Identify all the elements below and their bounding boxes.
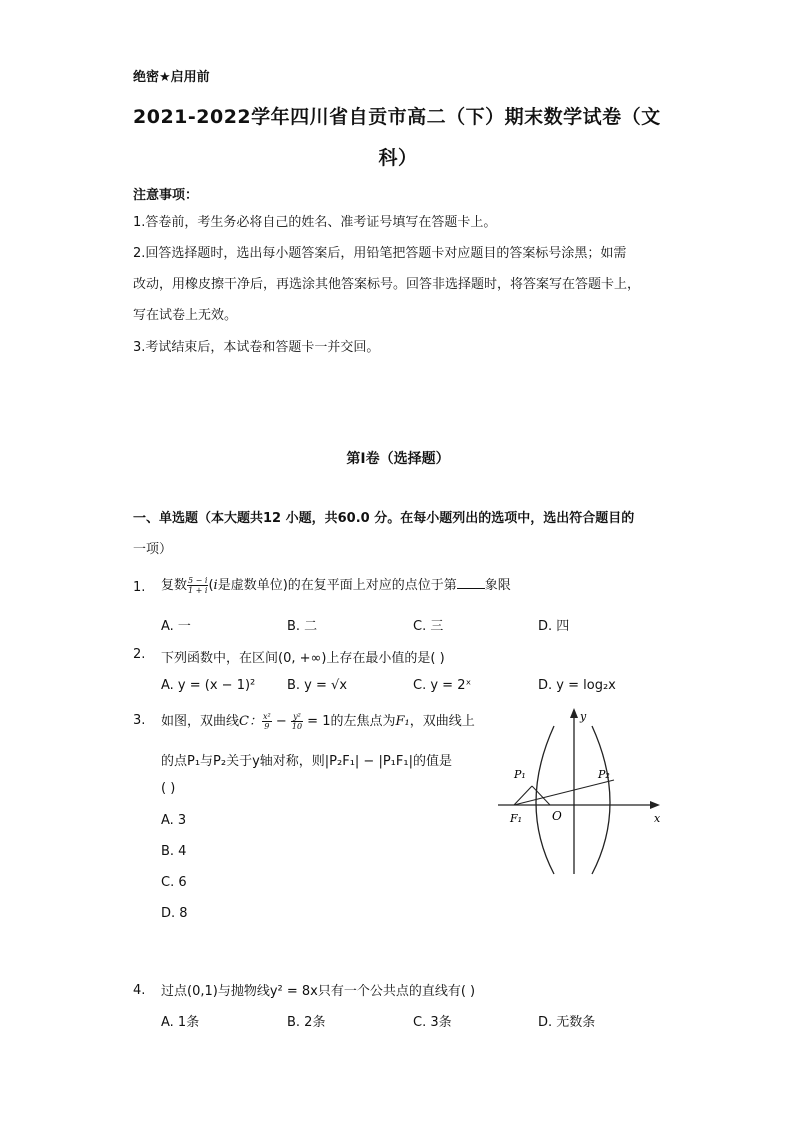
q1-suffix: 象限 [484, 578, 511, 593]
q3-frac2-num: y² [291, 712, 303, 722]
q3-curve-c: C： [239, 714, 262, 729]
q1-number: 1. [133, 580, 146, 595]
figure-p1-label: P₁ [514, 768, 526, 781]
q2-option-a: A. y = (x − 1)² [161, 678, 256, 693]
q3-number: 3. [133, 713, 146, 728]
q3-frac1 [262, 712, 272, 731]
q3-line1-c2: ，双曲线上 [409, 714, 475, 729]
q2-number: 2. [133, 647, 146, 662]
exam-title-line1: 2021-2022学年四川省自贡市高二（下）期末数学试卷（文 [133, 106, 661, 128]
segment-f1-p1 [514, 786, 532, 805]
q1-text [161, 574, 511, 595]
note-item-2-line3: 写在试卷上无效。 [133, 308, 238, 323]
q1-option-c: C. 三 [413, 619, 444, 634]
part-title: 第Ⅰ卷（选择题） [346, 451, 450, 467]
section-heading-line1: 一、单选题（本大题共12 小题，共60.0 分。在每小题列出的选项中，选出符合题目的 [133, 511, 635, 526]
q3-option-c: C. 6 [161, 875, 187, 890]
note-item-2-line1: 2.回答选择题时，选出每小题答案后，用铅笔把答题卡对应题目的答案标号涂黑；如需 [133, 246, 627, 261]
note-item-1: 1.答卷前，考生务必将自己的姓名、准考证号填写在答题卡上。 [133, 215, 497, 230]
figure-f1-label: F₁ [510, 812, 523, 825]
segment-f1-p2 [514, 780, 614, 805]
q3-line1-a: 如图，双曲线 [161, 714, 240, 729]
q4-option-b: B. 2条 [287, 1015, 326, 1030]
figure-y-label: y [580, 710, 587, 723]
q2-text: 下列函数中，在区间(0, +∞)上存在最小值的是( ) [161, 651, 445, 666]
q3-eq: = 1 [303, 714, 331, 729]
segment-p1-aux [532, 786, 550, 805]
q1-option-b: B. 二 [287, 619, 318, 634]
q4-option-a: A. 1条 [161, 1015, 200, 1030]
q3-option-a: A. 3 [161, 813, 187, 828]
q3-frac2 [291, 712, 303, 731]
q4-option-c: C. 3条 [413, 1015, 452, 1030]
q1-option-d: D. 四 [538, 619, 570, 634]
q3-frac1-num: x² [262, 712, 271, 721]
note-item-2-line2: 改动，用橡皮擦干净后，再选涂其他答案标号。回答非选择题时，将答案写在答题卡上， [133, 277, 641, 292]
q3-line3: ( ) [161, 781, 176, 796]
q3-f1: F₁ [395, 714, 410, 729]
q1-prefix: 复数 [161, 578, 188, 593]
q1-i-var: i [213, 578, 218, 593]
q1-option-a: A. 一 [161, 619, 191, 634]
hyperbola-right-branch [592, 726, 610, 874]
section-heading-line2: 一项） [133, 542, 173, 557]
q4-number: 4. [133, 983, 146, 998]
q1-paren: ( [208, 578, 214, 593]
q3-line1-b: 的左焦点为 [330, 714, 396, 729]
q2-option-c: C. y = 2ˣ [413, 678, 472, 693]
q3-minus: − [271, 714, 291, 729]
q1-mid: 是虚数单位)的在复平面上对应的点位于第 [217, 578, 457, 593]
figure-p2-label: P₂ [598, 768, 610, 781]
q3-option-b: B. 4 [161, 844, 187, 859]
confidential-label: 绝密★启用前 [133, 70, 210, 85]
q1-frac-num: 5 − i [188, 576, 208, 585]
q1-answer-blank [457, 576, 485, 589]
notes-heading: 注意事项： [133, 188, 199, 203]
q2-option-d: D. y = log₂x [538, 678, 616, 693]
q4-text: 过点(0,1)与抛物线y² = 8x只有一个公共点的直线有( ) [161, 984, 476, 999]
q2-option-b: B. y = √x [287, 678, 348, 693]
q1-frac-den: 1 + i [188, 586, 208, 595]
y-axis-arrow [570, 708, 578, 718]
x-axis-arrow [650, 801, 660, 809]
figure-origin-label: O [552, 809, 562, 823]
q1-fraction [187, 576, 208, 595]
q3-line2: 的点P₁与P₂关于y轴对称，则|P₂F₁| − |P₁F₁|的值是 [161, 754, 452, 769]
figure-x-label: x [654, 812, 661, 825]
q3-option-d: D. 8 [161, 906, 188, 921]
q3-frac1-den: 9 [264, 722, 270, 731]
q4-option-d: D. 无数条 [538, 1015, 596, 1030]
q3-hyperbola-figure [488, 704, 666, 876]
note-item-3: 3.考试结束后，本试卷和答题卡一并交回。 [133, 340, 380, 355]
q3-frac2-den: 10 [291, 722, 303, 731]
q3-line1 [161, 710, 475, 731]
exam-title-line2: 科） [378, 147, 418, 169]
